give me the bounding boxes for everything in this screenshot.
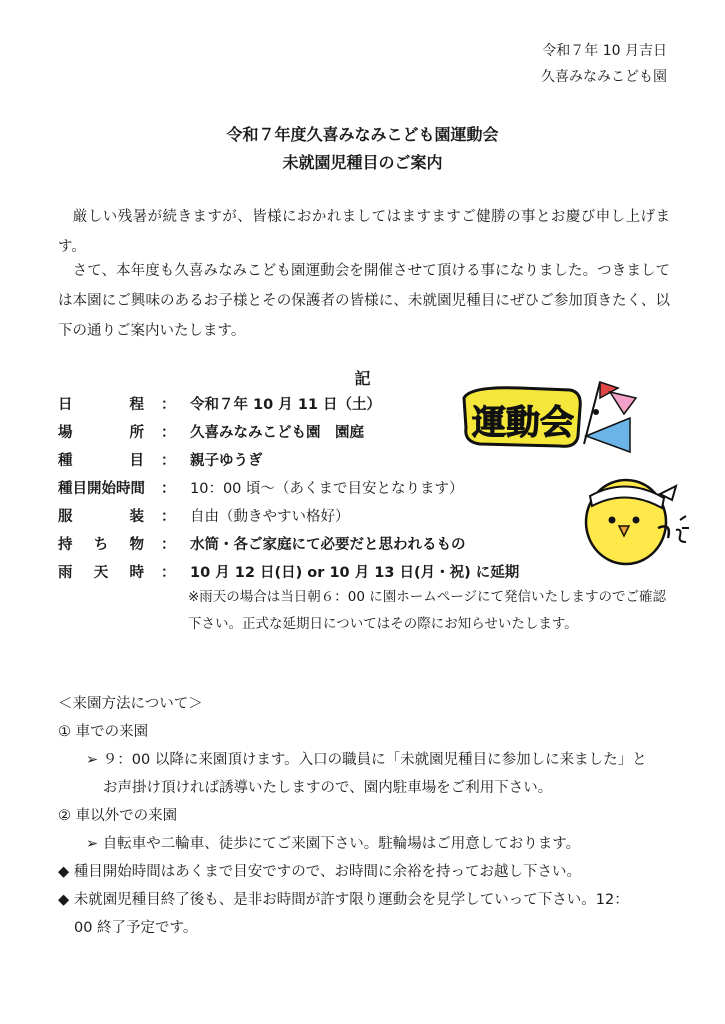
detail-value: 令和７年 10 月 11 日（土）: [190, 397, 382, 413]
car-text-line1: ➢ ９：00 以降に来園頂けます。入口の職員に「未就園児種目に参加しに来ました」と: [86, 752, 647, 768]
banner-text: 運動会: [472, 403, 574, 443]
rain-note: ※雨天の場合は当日朝６：00 に園ホームページにて発信いたしますのでご確認下さい。正式な延期日についてはその際にお知らせいたします。: [188, 589, 667, 632]
detail-value: 10 月 12 日(日) or 10 月 13 日(月・祝) に延期: [190, 565, 520, 581]
header-block: [541, 38, 667, 90]
chick-mascot-illustration: [580, 464, 690, 570]
detail-value: 久喜みなみこども園 園庭: [190, 425, 364, 441]
detail-label: 服 装: [58, 509, 144, 525]
invitation-paragraph: さて、本年度も久喜みなみこども園運動会を開催させて頂ける事になりました。つきましては本園にご興味のあるお子様とその保護者の皆様に、未就園児種目にぜひご参加頂きたく、以下の通りご案内いたします。: [58, 263, 670, 339]
detail-value: 水筒・各ご家庭にて必要だと思われるもの: [190, 537, 466, 553]
sports-day-banner-illustration: [460, 378, 640, 458]
car-text-line2: お声掛け頂ければ誘導いたしますので、園内駐車場をご利用下さい。: [103, 780, 553, 796]
other-text: ➢ 自転車や二輪車、徒歩にてご来園下さい。駐輪場はご用意しております。: [86, 836, 581, 852]
note-start-time: ◆ 種目開始時間はあくまで目安ですので、お時間に余裕を持ってお越し下さい。: [58, 864, 581, 880]
issue-date: 令和７年 10 月吉日: [542, 43, 667, 59]
access-heading: ＜来園方法について＞: [58, 696, 203, 712]
document-subtitle: 未就園児種目のご案内: [282, 153, 443, 172]
detail-value: 10：00 頃〜（あくまで目安となります）: [190, 481, 464, 497]
car-heading: ① 車での来園: [58, 724, 149, 740]
detail-label: 雨 天 時: [58, 565, 144, 581]
document-title: 令和７年度久喜みなみこども園運動会: [226, 125, 499, 144]
detail-value: 自由（動きやすい格好）: [190, 509, 350, 525]
organization-name: 久喜みなみこども園: [541, 69, 667, 85]
detail-value: 親子ゆうぎ: [190, 453, 263, 469]
detail-label: 種 目: [58, 453, 144, 469]
detail-label: 持 ち 物: [58, 537, 144, 553]
note-spectate-line1: ◆ 未就園児種目終了後も、是非お時間が許す限り運動会を見学していって下さい。12：: [58, 892, 629, 908]
detail-label: 場 所: [58, 425, 144, 441]
ki-heading: 記: [354, 369, 371, 388]
greeting-paragraph: 厳しい残暑が続きますが、皆様におかれましてはますますご健勝の事とお慶び申し上げます。: [58, 209, 670, 255]
detail-label: 種目開始時間: [58, 481, 145, 497]
other-heading: ② 車以外での来園: [58, 808, 178, 824]
detail-label: 日 程: [58, 397, 144, 413]
note-spectate-line2: 00 終了予定です。: [74, 920, 198, 936]
